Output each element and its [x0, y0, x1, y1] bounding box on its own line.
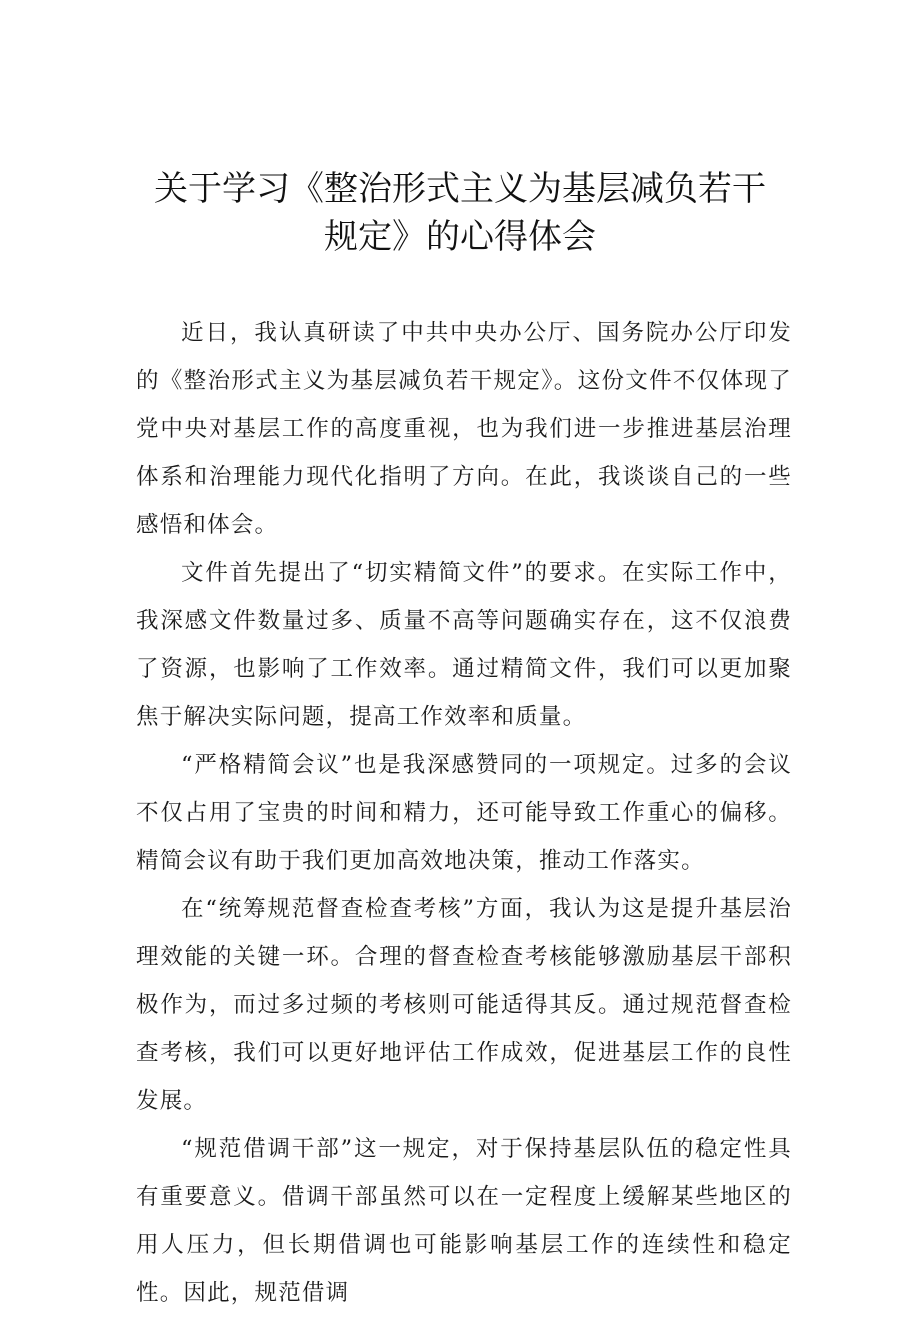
document-title — [120, 165, 800, 261]
paragraph-5: “规范借调干部”这一规定，对于保持基层队伍的稳定性具有重要意义。借调干部虽然可以在一定程度上缓解某些地区的用人压力，但长期借调也可能影响基层工作的连续性和稳定性。因此，规范借调 — [136, 1136, 792, 1306]
title-line-2: 规定》的心得体会 — [324, 217, 596, 257]
title-line-1: 关于学习《整治形式主义为基层减负若干 — [154, 169, 766, 209]
paragraph-1: 近日，我认真研读了中共中央办公厅、国务院办公厅印发的《整治形式主义为基层减负若干规定》。这份文件不仅体现了党中央对基层工作的高度重视，也为我们进一步推进基层治理体系和治理能力现代化指明了方向。在此，我谈谈自己的一些感悟和体会。 — [136, 320, 792, 538]
paragraph-3: “严格精简会议”也是我深感赞同的一项规定。过多的会议不仅占用了宝贵的时间和精力，还可能导致工作重心的偏移。精简会议有助于我们更加高效地决策，推动工作落实。 — [136, 752, 792, 874]
document-body — [136, 309, 792, 1317]
paragraph-4: 在“统筹规范督查检查考核”方面，我认为这是提升基层治理效能的关键一环。合理的督查检查考核能够激励基层干部积极作为，而过多过频的考核则可能适得其反。通过规范督查检查考核，我们可以更好地评估工作成效，促进基层工作的良性发展。 — [136, 896, 792, 1114]
paragraph-2: 文件首先提出了“切实精简文件”的要求。在实际工作中，我深感文件数量过多、质量不高等问题确实存在，这不仅浪费了资源，也影响了工作效率。通过精简文件，我们可以更加聚焦于解决实际问题，提高工作效率和质量。 — [136, 560, 792, 730]
